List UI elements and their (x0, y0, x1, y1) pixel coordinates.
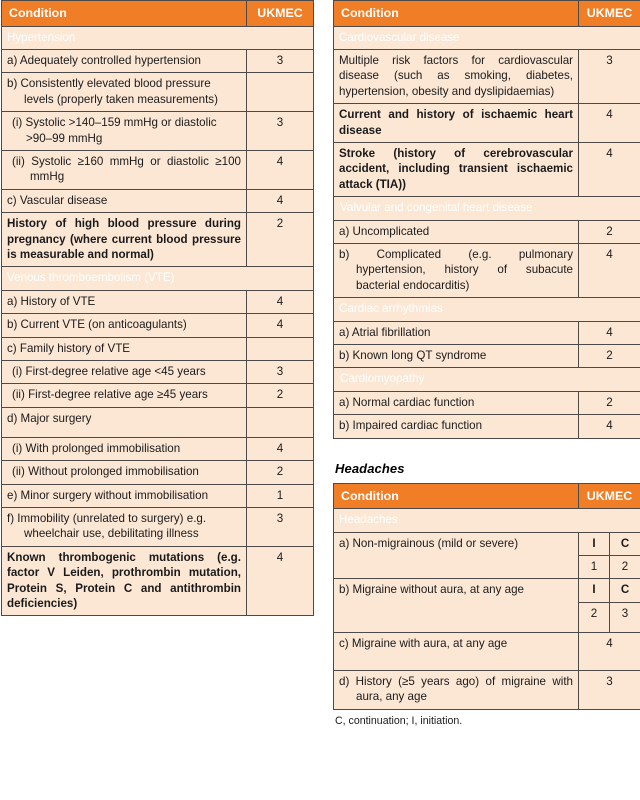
score-cell (247, 337, 314, 360)
score-cell: 4 (247, 546, 314, 616)
table-row (334, 220, 640, 243)
score-cell: 1 (247, 484, 314, 507)
score-cell: 2 (579, 391, 640, 414)
column-header-ukmec: UKMEC (579, 1, 640, 27)
score-cell: 3 (579, 49, 640, 103)
condition-cell: e) Minor surgery without immobilisation (2, 484, 247, 507)
condition-cell: a) History of VTE (2, 290, 247, 313)
table-row (2, 484, 314, 507)
table-row (2, 437, 314, 460)
score-cell: 2 (579, 345, 640, 368)
condition-cell: (i) With prolonged immobilisation (2, 437, 247, 460)
condition-cell: History of high blood pressure during pregnancy (where current blood pressure is measurable and normal) (2, 213, 247, 267)
column-header-ukmec: UKMEC (579, 483, 640, 509)
condition-cell: c) Family history of VTE (2, 337, 247, 360)
condition-cell: b) Migraine without aura, at any age (334, 579, 579, 632)
table-row (334, 415, 640, 438)
table-row (334, 49, 640, 103)
condition-cell: a) Uncomplicated (334, 220, 579, 243)
headaches-subheading: Headaches (335, 460, 405, 476)
section-band-vte: Venous thromboembolism (VTE) (2, 267, 314, 290)
table-row (2, 508, 314, 547)
score-cell: 4 (247, 290, 314, 313)
section-band-hypertension: Hypertension (2, 26, 314, 49)
condition-cell: Current and history of ischaemic heart disease (334, 104, 579, 143)
section-spacer (333, 439, 640, 461)
condition-cell: b) Consistently elevated blood pressure levels (properly taken measurements) (2, 73, 247, 112)
condition-cell: b) Complicated (e.g. pulmonary hypertension, history of subacute bacterial endocarditis) (334, 243, 579, 297)
table-row (334, 670, 640, 709)
section-band-headaches: Headaches (334, 509, 640, 532)
condition-cell: d) History (≥5 years ago) of migraine with aura, any age (334, 670, 579, 709)
score-cell: 4 (247, 437, 314, 460)
left-column (0, 0, 314, 616)
condition-cell: Multiple risk factors for cardiovascular disease (such as smoking, diabetes, hypertension, obesity and dyslipidaemias) (334, 49, 579, 103)
condition-cell: (ii) Systolic ≥160 mmHg or diastolic ≥100 mmHg (2, 150, 247, 189)
score-cell: 4 (579, 632, 640, 670)
score-cell (247, 73, 314, 112)
condition-cell: b) Known long QT syndrome (334, 345, 579, 368)
condition-cell: d) Major surgery (2, 407, 247, 437)
score-cell: 2 (247, 461, 314, 484)
table-row (2, 361, 314, 384)
table-row (2, 461, 314, 484)
table-footnote: C, continuation; I, initiation. (335, 714, 463, 727)
initiation-label: I (579, 532, 610, 555)
score-cell: 4 (247, 314, 314, 337)
section-band-row (334, 298, 640, 321)
table-row (334, 632, 640, 670)
condition-cell: c) Vascular disease (2, 189, 247, 212)
section-band-row (334, 26, 640, 49)
table-row (2, 49, 314, 72)
score-cell: 3 (247, 49, 314, 72)
column-header-condition: Condition (2, 1, 247, 27)
continuation-score: 2 (610, 555, 640, 578)
score-cell: 3 (247, 508, 314, 547)
condition-cell: a) Normal cardiac function (334, 391, 579, 414)
continuation-label: C (610, 579, 640, 602)
table-row (2, 213, 314, 267)
score-cell: 4 (579, 142, 640, 196)
table-row (334, 243, 640, 297)
condition-cell: b) Impaired cardiac function (334, 415, 579, 438)
section-band-cardiac-arrhythmias: Cardiac arrhythmias (334, 298, 640, 321)
section-band-valvular-congenital: Valvular and congenital heart disease (334, 197, 640, 220)
condition-cell: a) Adequately controlled hypertension (2, 49, 247, 72)
score-cell: 2 (247, 384, 314, 407)
table-row (334, 579, 640, 602)
table-row (334, 532, 640, 555)
table-row (2, 189, 314, 212)
table-header-row (334, 483, 640, 509)
condition-cell: (ii) Without prolonged immobilisation (2, 461, 247, 484)
table-row (334, 321, 640, 344)
score-cell: 3 (579, 670, 640, 709)
score-cell (247, 407, 314, 437)
headaches-table (333, 483, 640, 710)
section-band-cardiovascular-disease: Cardiovascular disease (334, 26, 640, 49)
column-header-ukmec: UKMEC (247, 1, 314, 27)
section-band-row (2, 26, 314, 49)
condition-cell: c) Migraine with aura, at any age (334, 632, 579, 670)
table-row (2, 112, 314, 151)
score-cell: 4 (579, 104, 640, 143)
score-cell: 4 (247, 189, 314, 212)
table-row (2, 290, 314, 313)
condition-cell: a) Non-migrainous (mild or severe) (334, 532, 579, 579)
score-cell: 2 (247, 213, 314, 267)
condition-cell: (ii) First-degree relative age ≥45 years (2, 384, 247, 407)
score-cell: 4 (579, 415, 640, 438)
table-row (2, 407, 314, 437)
table-row (334, 104, 640, 143)
continuation-label: C (610, 532, 640, 555)
table-row (334, 142, 640, 196)
condition-cell: a) Atrial fibrillation (334, 321, 579, 344)
continuation-score: 3 (610, 602, 640, 632)
section-band-cardiomyopathy: Cardiomyopathy (334, 368, 640, 391)
table-header-row (334, 1, 640, 27)
section-band-row (334, 197, 640, 220)
table-row (334, 345, 640, 368)
table-row (2, 337, 314, 360)
score-cell: 3 (247, 112, 314, 151)
score-cell: 4 (579, 243, 640, 297)
table-row (2, 314, 314, 337)
table-row (2, 73, 314, 112)
score-cell: 4 (579, 321, 640, 344)
table-row (334, 391, 640, 414)
section-band-row (2, 267, 314, 290)
condition-cell: Known thrombogenic mutations (e.g. factor V Leiden, prothrombin mutation, Protein S, Protein C and antithrombin deficiencies) (2, 546, 247, 616)
condition-cell: f) Immobility (unrelated to surgery) e.g. wheelchair use, debilitating illness (2, 508, 247, 547)
cardiovascular-vte-table (1, 0, 314, 616)
score-cell: 3 (247, 361, 314, 384)
right-column (314, 0, 640, 727)
table-row (2, 384, 314, 407)
score-cell: 2 (579, 220, 640, 243)
condition-cell: b) Current VTE (on anticoagulants) (2, 314, 247, 337)
column-header-condition: Condition (334, 483, 579, 509)
section-band-row (334, 509, 640, 532)
initiation-label: I (579, 579, 610, 602)
condition-cell: Stroke (history of cerebrovascular accident, including transient ischaemic attack (TIA)) (334, 142, 579, 196)
initiation-score: 1 (579, 555, 610, 578)
column-header-condition: Condition (334, 1, 579, 27)
table-row (2, 150, 314, 189)
table-header-row (2, 1, 314, 27)
cardiac-table (333, 0, 640, 439)
condition-cell: (i) Systolic >140–159 mmHg or diastolic >90–99 mmHg (2, 112, 247, 151)
condition-cell: (i) First-degree relative age <45 years (2, 361, 247, 384)
initiation-score: 2 (579, 602, 610, 632)
table-row (2, 546, 314, 616)
score-cell: 4 (247, 150, 314, 189)
section-band-row (334, 368, 640, 391)
